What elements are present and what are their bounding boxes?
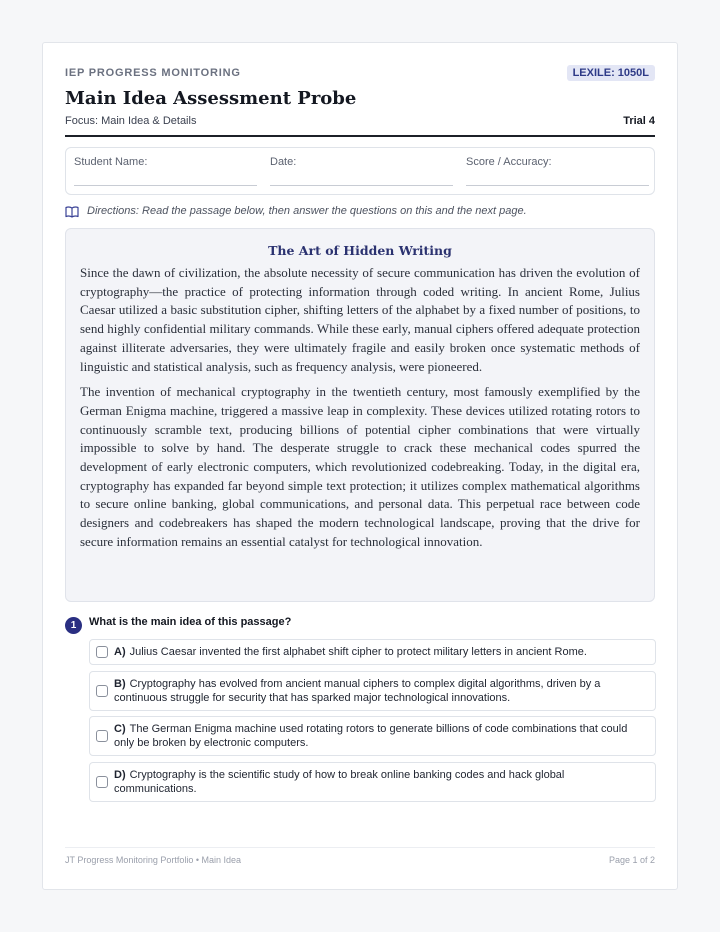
- worksheet-page: [42, 42, 678, 890]
- option-letter: A): [114, 646, 126, 658]
- header-topline: [65, 65, 655, 83]
- passage-paragraph-2: The invention of mechanical cryptography in the twentieth century, most famously exemplified by the German Enigma machine, triggered a massive leap in complexity. These devices utilized rotating rotors to continuously scramble text, producing billions of potential cipher combinations that were virtually impossible to solve by hand. The desperate struggle to crack these mechanical codes spurred the development of early electronic computers, which revolutionized codebreaking. Today, in the digital era, cryptography has expanded far beyond simple text protection; it utilizes complex mathematical algorithms to secure online banking, global communications, and personal data. This perpetual race between code designers and codebreakers has shaped the modern technological landscape, proving that the drive for secure information remains an essential catalyst for technological innovation.: [80, 384, 640, 549]
- option-checkbox[interactable]: [96, 776, 108, 788]
- date-label: Date:: [270, 156, 297, 168]
- option-letter: D): [114, 769, 126, 781]
- score-line: [466, 185, 649, 186]
- passage-paragraph-1: Since the dawn of civilization, the absolute necessity of secure communication has driven the evolution of cryptography—the practice of protecting information through coded writing. In ancient Rome, Julius Caesar utilized a basic substitution cipher, shifting letters of the alphabet by a fixed number of positions, to send highly confidential military commands. While these early, manual ciphers offered adequate protection against illiterate adversaries, they were ultimately fragile and easily broken once systematic methods of linguistic and statistical analysis, such as frequency analysis, were pioneered.: [80, 265, 640, 374]
- option-checkbox[interactable]: [96, 646, 108, 658]
- date-field[interactable]: [270, 156, 453, 186]
- option-text: [114, 768, 645, 796]
- footer-portfolio-label: JT Progress Monitoring Portfolio • Main Idea: [65, 855, 242, 865]
- answer-option-c[interactable]: [89, 716, 656, 756]
- trial-label: Trial 4: [623, 115, 655, 127]
- lexile-badge: LEXILE: 1050L: [567, 65, 655, 81]
- option-checkbox[interactable]: [96, 685, 108, 697]
- question-text: What is the main idea of this passage?: [89, 616, 292, 628]
- student-info-box: [65, 147, 655, 195]
- passage-title: The Art of Hidden Writing: [268, 243, 452, 258]
- score-field[interactable]: [466, 156, 649, 186]
- book-icon: [65, 205, 79, 219]
- score-label: Score / Accuracy:: [466, 156, 552, 168]
- header-divider: [65, 135, 655, 137]
- option-body: Cryptography is the scientific study of how to break online banking codes and hack global communications.: [114, 769, 565, 795]
- student-name-field[interactable]: [74, 156, 257, 186]
- footer-page-number: Page 1 of 2: [608, 855, 655, 865]
- option-text: [114, 677, 645, 705]
- footer-divider: [65, 847, 655, 848]
- student-name-line: [74, 185, 257, 186]
- reading-passage: [65, 228, 655, 602]
- answer-option-b[interactable]: [89, 671, 656, 711]
- option-body: The German Enigma machine used rotating rotors to generate billions of code combinations that could only be broken by electronic computers.: [114, 723, 628, 749]
- option-text: [114, 645, 645, 659]
- page-title: Main Idea Assessment Probe: [65, 88, 357, 109]
- question-number-badge: 1: [65, 617, 82, 634]
- program-label: IEP PROGRESS MONITORING: [65, 67, 241, 79]
- answer-option-d[interactable]: [89, 762, 656, 802]
- option-body: Cryptography has evolved from ancient manual ciphers to complex digital algorithms, driven by a continuous struggle for security that has sparked major technological innovations.: [114, 678, 601, 704]
- focus-label: Focus: Main Idea & Details: [65, 115, 197, 127]
- date-line: [270, 185, 453, 186]
- directions: [65, 205, 665, 219]
- option-letter: C): [114, 723, 126, 735]
- answer-option-a[interactable]: [89, 639, 656, 665]
- option-body: Julius Caesar invented the first alphabet shift cipher to protect military letters in ancient Rome.: [129, 646, 587, 658]
- student-name-label: Student Name:: [74, 156, 148, 168]
- option-text: [114, 722, 645, 750]
- option-letter: B): [114, 678, 126, 690]
- option-checkbox[interactable]: [96, 730, 108, 742]
- directions-text: Directions: Read the passage below, then answer the questions on this and the next page.: [87, 205, 527, 217]
